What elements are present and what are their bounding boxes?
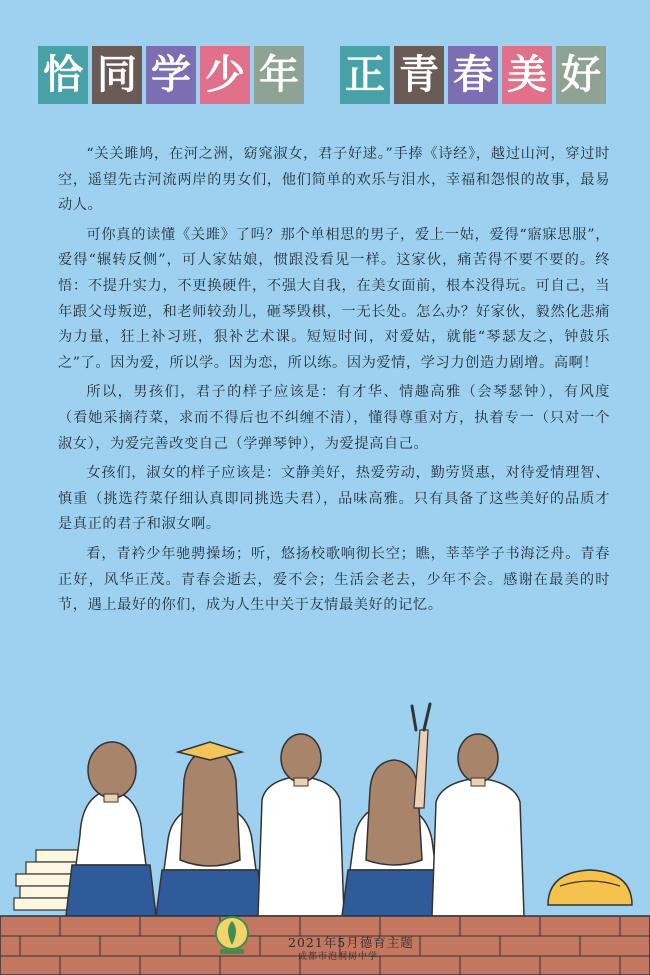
essay-paragraph: 可你真的读懂《关雎》了吗？那个单相思的男子，爱上一姑，爱得“寤寐思服”，爱得“辗转反侧”，可人家姑娘，惯跟没看见一样。这家伙，痛苦得不要不要的。终悟：不提升实力，不更换硬件，不强大自我，在美女面前，根本没得玩。可自己，当年跟父母叛逆，和老师较劲儿，砸琴毁棋，一无长处。怎么办？好家伙，毅然化悲痛为力量，狂上补习班，狠补艺术课。短短时间，对爱姑，就能“琴瑟友之，钟鼓乐之”了。因为爱，所以学。因为恋，所以练。因为爱情，学习力创造力剧增。高啊！ [58,226,610,371]
backpack-illustration [548,870,632,905]
student-figure [432,734,524,916]
title-char-tile: 学 [146,46,196,104]
title-char-tile: 好 [556,46,606,104]
title-char-tile: 青 [394,46,444,104]
title-char-tile: 少 [200,46,250,104]
footer-theme-title: 2021年5月德育主题 [288,935,414,950]
student-figure [156,742,264,916]
student-figure [342,704,444,916]
title-char-tile: 春 [448,46,498,104]
title-char-tile: 恰 [38,46,88,104]
title-spacer [308,46,340,106]
footer-school-name: 成都市泡桐树中学 [298,952,379,962]
essay-paragraph: 看，青衿少年驰骋操场；听，悠扬校歌响彻长空；瞧，莘莘学子书海泛舟。青春正好，风华正茂。青春会逝去，爱不会；生活会老去，少年不会。感谢在最美的时节，遇上最好的你们，成为人生中关于友情最美好的记忆。 [58,545,610,614]
title-char-tile: 美 [502,46,552,104]
poster-title [38,46,610,106]
essay-paragraph: 女孩们，淑女的样子应该是：文静美好，热爱劳动，勤劳贤惠，对待爱情理智、慎重（挑选荇菜仔细认真即同挑选夫君），品味高雅。只有具备了这些美好的品质才是真正的君子和淑女啊。 [58,465,610,533]
title-char-tile: 年 [254,46,304,104]
title-char-tile: 同 [92,46,142,104]
essay-body [58,142,610,623]
essay-paragraph: 所以，男孩们，君子的样子应该是：有才华、情趣高雅（会琴瑟钟），有风度（看她采摘荇菜，求而不得后也不纠缠不清），懂得尊重对方，执着专一（只对一个淑女），为爱完善改变自己（学弹琴钟），为爱提高自己。 [58,384,610,452]
title-char-tile: 正 [340,46,390,104]
school-logo-icon [212,913,252,957]
student-figure [258,734,344,916]
student-figure [66,742,156,916]
essay-paragraph: “关关雎鸠，在河之洲，窈窕淑女，君子好逑。”手捧《诗经》，越过山河，穿过时空，遥望先古河流两岸的男女们，他们简单的欢乐与泪水，幸福和怨恨的故事，最易动人。 [58,146,610,214]
